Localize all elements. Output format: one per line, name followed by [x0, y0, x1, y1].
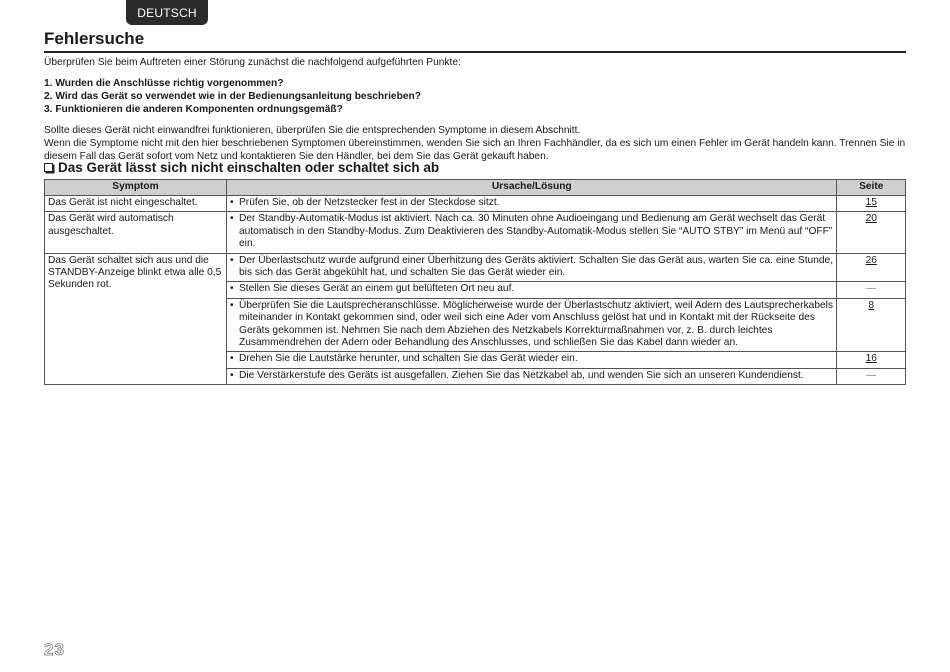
page-link[interactable]: 15	[865, 197, 877, 208]
page-cell	[837, 253, 906, 282]
page-title: Fehlersuche	[44, 29, 145, 48]
bullet-icon: •	[230, 283, 234, 295]
bullet-icon: •	[230, 369, 234, 381]
cause-text: Der Überlastschutz wurde aufgrund einer Überhitzung des Geräts aktiviert. Schalten Sie das Gerät aus, warten Sie ca. eine Stunde, bis sich das Gerät abgekühlt hat, und schalten Sie das Gerät wieder ein.	[239, 254, 834, 279]
cause-cell	[227, 368, 837, 384]
page-link[interactable]: 16	[865, 353, 877, 365]
table-row	[45, 253, 906, 282]
cause-text: Prüfen Sie, ob der Netzstecker fest in der Steckdose sitzt.	[239, 197, 500, 208]
intro-block	[44, 56, 906, 163]
page-cell	[837, 196, 906, 212]
check-item: 1. Wurden die Anschlüsse richtig vorgenommen?	[44, 78, 284, 89]
cause-text: Überprüfen Sie die Lautsprecheranschlüsse. Möglicherweise wurde der Überlastschutz aktiviert, weil Adern des Lautsprecherkabels miteinander in Kontakt gekommen sind, oder weil sich eine Ader vom Anschluss gelöst hat und in Kontakt mit der Rückseite des Geräts gekommen ist. Nehmen Sie nach dem Abziehen des Netzkabels Korrekturmaßnahmen vor, z. B. durch leichtes Zusammendrehen der Adern oder Behandlung des Anschlusses, und schließen Sie das Kabel dann wieder an.	[239, 299, 834, 349]
cause-cell	[227, 253, 837, 282]
page-dash: —	[866, 369, 877, 381]
section-heading	[44, 160, 439, 175]
troubleshooting-table	[44, 179, 906, 385]
bullet-icon: •	[230, 197, 234, 208]
bullet-icon: •	[230, 299, 234, 311]
checkbox-square-icon	[44, 163, 53, 172]
check-item: 3. Funktionieren die anderen Komponenten ordnungsgemäß?	[44, 104, 343, 115]
page-dash: —	[866, 283, 877, 295]
title-divider	[44, 51, 906, 53]
page-number: 23	[44, 640, 65, 659]
header-page: Seite	[837, 180, 906, 196]
page-cell	[837, 368, 906, 384]
page-cell	[837, 282, 906, 298]
table-header-row	[45, 180, 906, 196]
cause-cell	[227, 282, 837, 298]
section-title: Das Gerät lässt sich nicht einschalten oder schaltet sich ab	[58, 160, 440, 175]
cause-cell	[227, 212, 837, 253]
header-cause: Ursache/Lösung	[227, 180, 837, 196]
page-link[interactable]: 8	[868, 299, 875, 311]
page-cell	[837, 352, 906, 368]
cause-cell	[227, 352, 837, 368]
cause-cell	[227, 196, 837, 212]
header-symptom: Symptom	[45, 180, 227, 196]
table-row	[45, 196, 906, 212]
symptom-cell: Das Gerät schaltet sich aus und die STANDBY-Anzeige blinkt etwa alle 0,5 Sekunden rot.	[45, 253, 227, 385]
intro-note: Sollte dieses Gerät nicht einwandfrei funktionieren, überprüfen Sie die entsprechenden Symptome in diesem Abschnitt.	[44, 125, 581, 136]
bullet-icon: •	[230, 254, 234, 266]
check-item: 2. Wird das Gerät so verwendet wie in der Bedienungsanleitung beschrieben?	[44, 91, 421, 102]
page-cell	[837, 298, 906, 352]
page-link[interactable]: 20	[865, 213, 877, 225]
table-row	[45, 212, 906, 253]
symptom-cell: Das Gerät wird automatisch ausgeschaltet.	[45, 212, 227, 253]
cause-text: Der Standby-Automatik-Modus ist aktiviert. Nach ca. 30 Minuten ohne Audioeingang und Bedienung am Gerät wechselt das Gerät automatisch in den Standby-Modus. Zum Deaktivieren des Standby-Automatik-Modus stellen Sie “AUTO STBY” im Menü auf “OFF” ein.	[239, 213, 833, 250]
check-list	[44, 77, 906, 116]
cause-cell	[227, 298, 837, 352]
intro-lead: Überprüfen Sie beim Auftreten einer Störung zunächst die nachfolgend aufgeführten Punkte:	[44, 57, 461, 68]
symptom-cell: Das Gerät ist nicht eingeschaltet.	[45, 196, 227, 212]
cause-text: Drehen Sie die Lautstärke herunter, und schalten Sie das Gerät wieder ein.	[239, 353, 578, 365]
page-link[interactable]: 26	[865, 254, 877, 266]
language-tab: DEUTSCH	[126, 0, 208, 25]
cause-text: Stellen Sie dieses Gerät an einem gut belüfteten Ort neu auf.	[239, 283, 515, 295]
bullet-icon: •	[230, 353, 234, 365]
cause-text: Die Verstärkerstufe des Geräts ist ausgefallen. Ziehen Sie das Netzkabel ab, und wenden Sie sich an unseren Kundendienst.	[239, 369, 804, 381]
intro-note: Wenn die Symptome nicht mit den hier beschriebenen Symptomen übereinstimmen, wenden Sie sich an Ihren Fachhändler, da es sich um einen Fehler im Gerät handeln kann. Trennen Sie in diesem Fall das Gerät sofort vom Netz und kontaktieren Sie den Händler, bei dem Sie das Gerät gekauft haben.	[44, 138, 906, 162]
page-cell	[837, 212, 906, 253]
bullet-icon: •	[230, 213, 234, 225]
